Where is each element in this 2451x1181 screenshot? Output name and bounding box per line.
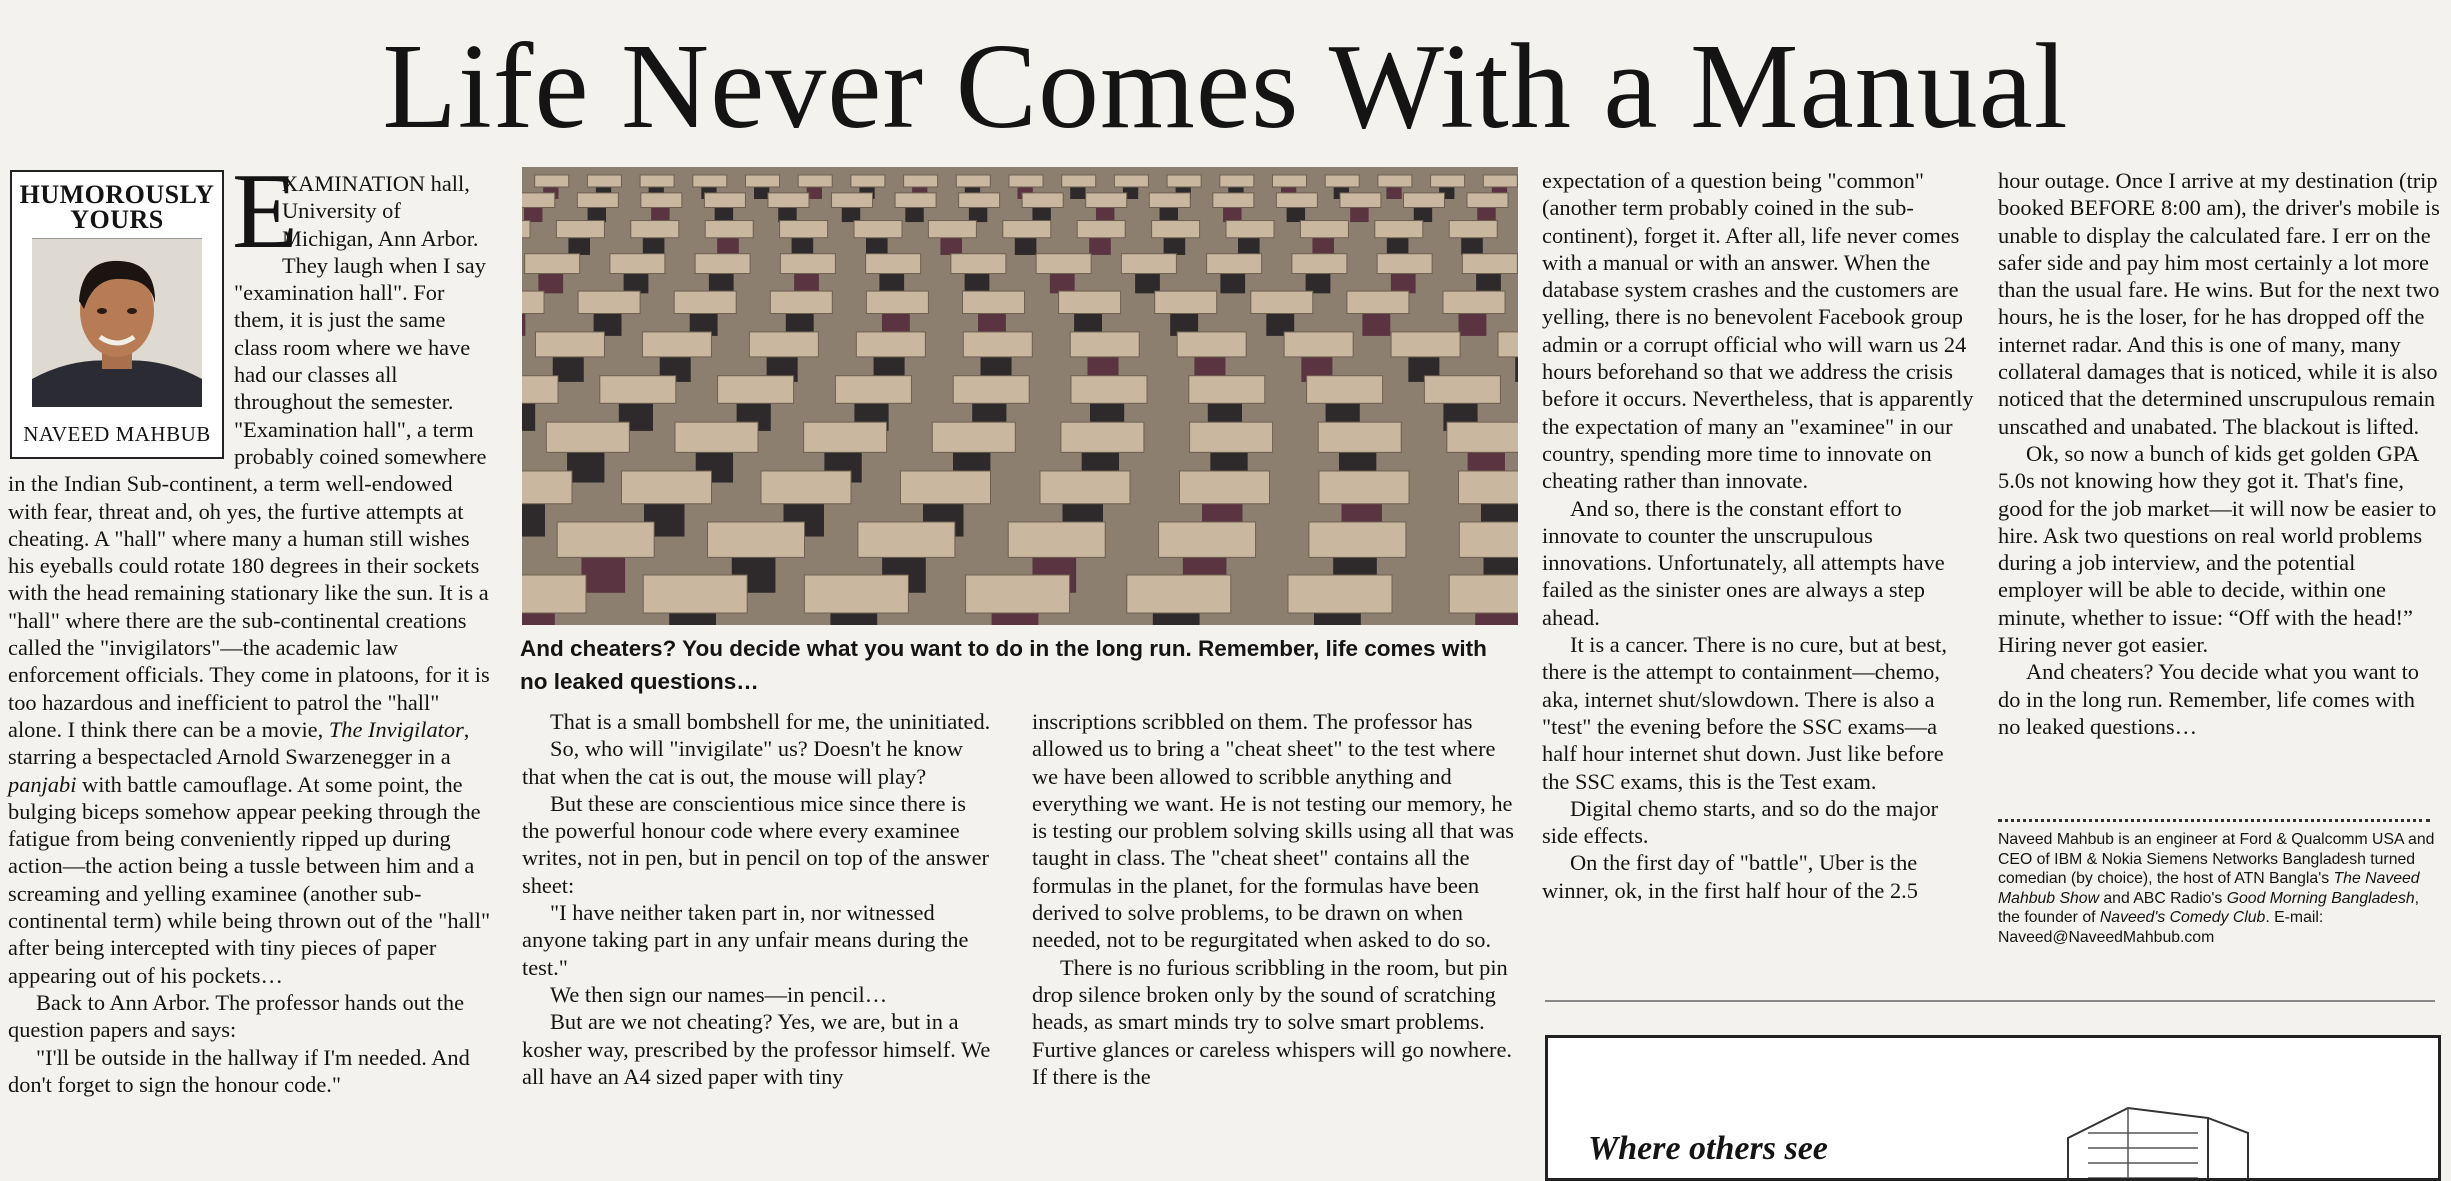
panjabi-word: panjabi xyxy=(8,771,77,797)
col5-paragraph-3: And cheaters? You decide what you want to do in the long run. Remember, life comes with no leaked questions… xyxy=(1998,659,2419,739)
col4-paragraph-3: It is a cancer. There is no cure, but at best, there is the attempt to containment—chemo, aka, internet shut/slowdown. There is also a "test" the evening before the SSC exams—a half hour internet shut down. Just like before the SSC exams, this is the Test exam. xyxy=(1542,632,1947,794)
col2-paragraph-1: That is a small bombshell for me, the uninitiated. xyxy=(550,709,991,734)
col1-lead-text: XAMINATION hall, University of Michigan, Ann Arbor. They laugh when I say "examination hall". For them, it is just the same class room where we have had our classes all throughout the semester. "Examination hall", a term probably coined somewhere in the Indian Sub-continent, a term well-endowed with fear, threat and, oh yes, the furtive attempts at cheating. A "hall" where many a human still wishes his eyeballs could rotate 180 degrees in their sockets with the head remaining stationary like the sun. It is a "hall" where there are the sub-continental creations called the "invigilators"—the academic law enforcement officials. They come in platoons, for it is too hazardous and inefficient to patrol the "hall" alone. I think there can be a movie, xyxy=(8,171,490,742)
bio-text-a: Naveed Mahbub is an engineer at Ford & Qualcomm USA and CEO of IBM & Nokia Siemens Networks Bangladesh turned comedian (by choice), the host of ATN Bangla's xyxy=(1998,831,2435,887)
col3-paragraph-1: inscriptions scribbled on them. The professor has allowed us to bring a "cheat sheet" to the test where we have been allowed to scribble anything and everything we want. He is not testing our memory, he is testing our problem solving skills using all that was taught in class. The "cheat sheet" contains all the formulas in the planet, for the formulas have been derived to solve problems, to be drawn on when needed, not to be regurgitated when asked to do so. xyxy=(1032,709,1514,953)
bio-text-c: , the founder of xyxy=(1998,889,2420,926)
promo-box xyxy=(1545,1035,2441,1181)
column-4 xyxy=(1542,167,1974,904)
bio-text-d: . E-mail: Naveed@NaveedMahbub.com xyxy=(1998,909,2324,946)
column-1 xyxy=(8,170,492,1098)
section-rule xyxy=(1545,1000,2435,1002)
col1-tail-a: , starring a bespectacled Arnold Swarzenegger in a xyxy=(8,716,470,770)
col4-paragraph-5: On the first day of "battle", Uber is the winner, ok, in the first half hour of the 2.5 xyxy=(1542,850,1918,903)
column-5 xyxy=(1998,167,2442,740)
author-bio xyxy=(1998,830,2438,947)
bio-divider xyxy=(1998,819,2430,822)
dropcap-float-spacer xyxy=(234,170,282,252)
column-3 xyxy=(1032,708,1516,1090)
col1-paragraph-2: Back to Ann Arbor. The professor hands out the question papers and says: xyxy=(8,989,465,1043)
col3-paragraph-2: There is no furious scribbling in the room, but pin drop silence broken only by the sound of scratching heads, as smart minds try to solve smart problems. Furtive glances or careless whispers will go nowhere. If there is the xyxy=(1032,954,1513,1089)
drop-cap: E xyxy=(232,152,298,271)
building-illustration xyxy=(2048,1078,2268,1181)
photo-caption: And cheaters? You decide what you want to do in the long run. Remember, life comes with no leaked questions… xyxy=(520,636,1487,694)
kicker-line-1: HUMOROUSLY xyxy=(19,180,215,209)
col4-paragraph-1: expectation of a question being "common" (another term probably coined in the sub-continent), forget it. After all, life never comes with a manual or with an answer. When the database system crashes and the customers are yelling, there is no benevolent Facebook group admin or a corrupt official who will warn us 24 hours beforehand so that we address the crisis before it occurs. Nevertheless, that is apparently the expectation of many an "examinee" in our country, spending more time to innovate on cheating rather than innovate. xyxy=(1542,168,1974,494)
movie-title: The Invigilator xyxy=(328,716,464,742)
headline: Life Never Comes With a Manual xyxy=(382,19,2069,154)
col4-paragraph-4: Digital chemo starts, and so do the major side effects. xyxy=(1542,795,1939,849)
col2-paragraph-2: So, who will "invigilate" us? Doesn't he know that when the cat is out, the mouse will play? xyxy=(522,736,963,789)
bio-radio: Good Morning Bangladesh xyxy=(2226,889,2415,907)
col2-paragraph-5: We then sign our names—in pencil… xyxy=(550,981,888,1007)
column-2 xyxy=(522,708,996,1090)
col2-paragraph-4: "I have neither taken part in, nor witnessed anyone taking part in any unfair means during the test." xyxy=(522,900,969,980)
col5-paragraph-1: hour outage. Once I arrive at my destination (trip booked BEFORE 8:00 am), the driver's mobile is unable to display the calculated fare. I err on the safer side and pay him most certainly a lot more than the usual fare. He wins. But for the next two hours, he is the loser, for he has dropped off the internet radar. And this is one of many, many collateral damages that is noticed, while it is also noticed that the determined unscrupulous remain unscathed and unabated. The blackout is lifted. xyxy=(1998,168,2440,439)
bio-show: The Naveed Mahbub Show xyxy=(1998,870,2420,907)
kicker-line-2: YOURS xyxy=(70,205,164,234)
col5-paragraph-2: Ok, so now a bunch of kids get golden GPA 5.0s not knowing how they got it. That's fine, good for the job market—it will now be easier to hire. Ask two questions on real world problems during a job interview, and the potential employer will be able to decide, within one minute, whether to issue: “Off with the head!” Hiring never got easier. xyxy=(1998,440,2437,658)
exam-hall-photo xyxy=(522,167,1518,625)
bio-club: Naveed's Comedy Club xyxy=(2099,909,2266,926)
byline-float-spacer xyxy=(8,170,234,468)
author-name: NAVEED MAHBUB xyxy=(23,422,211,446)
col2-paragraph-3: But these are conscientious mice since there is the powerful honour code where every examinee writes, not in pen, but in pencil on top of the answer sheet: xyxy=(522,790,989,898)
col1-tail-b: with battle camouflage. At some point, the bulging biceps somehow appear peeking through the fatigue from being conveniently ripped up during action—the action being a tussle between him and a screaming and yelling examinee (another sub-continental term) while being thrown out of the "hall" after being intercepted with tiny pieces of paper appearing out of his pockets… xyxy=(8,771,491,988)
col4-paragraph-2: And so, there is the constant effort to innovate to counter the unscrupulous innovations. Unfortunately, all attempts have failed as the sinister ones are always a step ahead. xyxy=(1542,495,1945,630)
col1-paragraph-3: "I'll be outside in the hallway if I'm needed. And don't forget to sign the honour code." xyxy=(8,1044,470,1097)
col2-paragraph-6: But are we not cheating? Yes, we are, but in a kosher way, prescribed by the professor himself. We all have an A4 sized paper with tiny xyxy=(522,1009,991,1089)
promo-text: Where others see xyxy=(1588,1130,1828,1167)
bio-text-b: and ABC Radio's xyxy=(2103,889,2223,907)
